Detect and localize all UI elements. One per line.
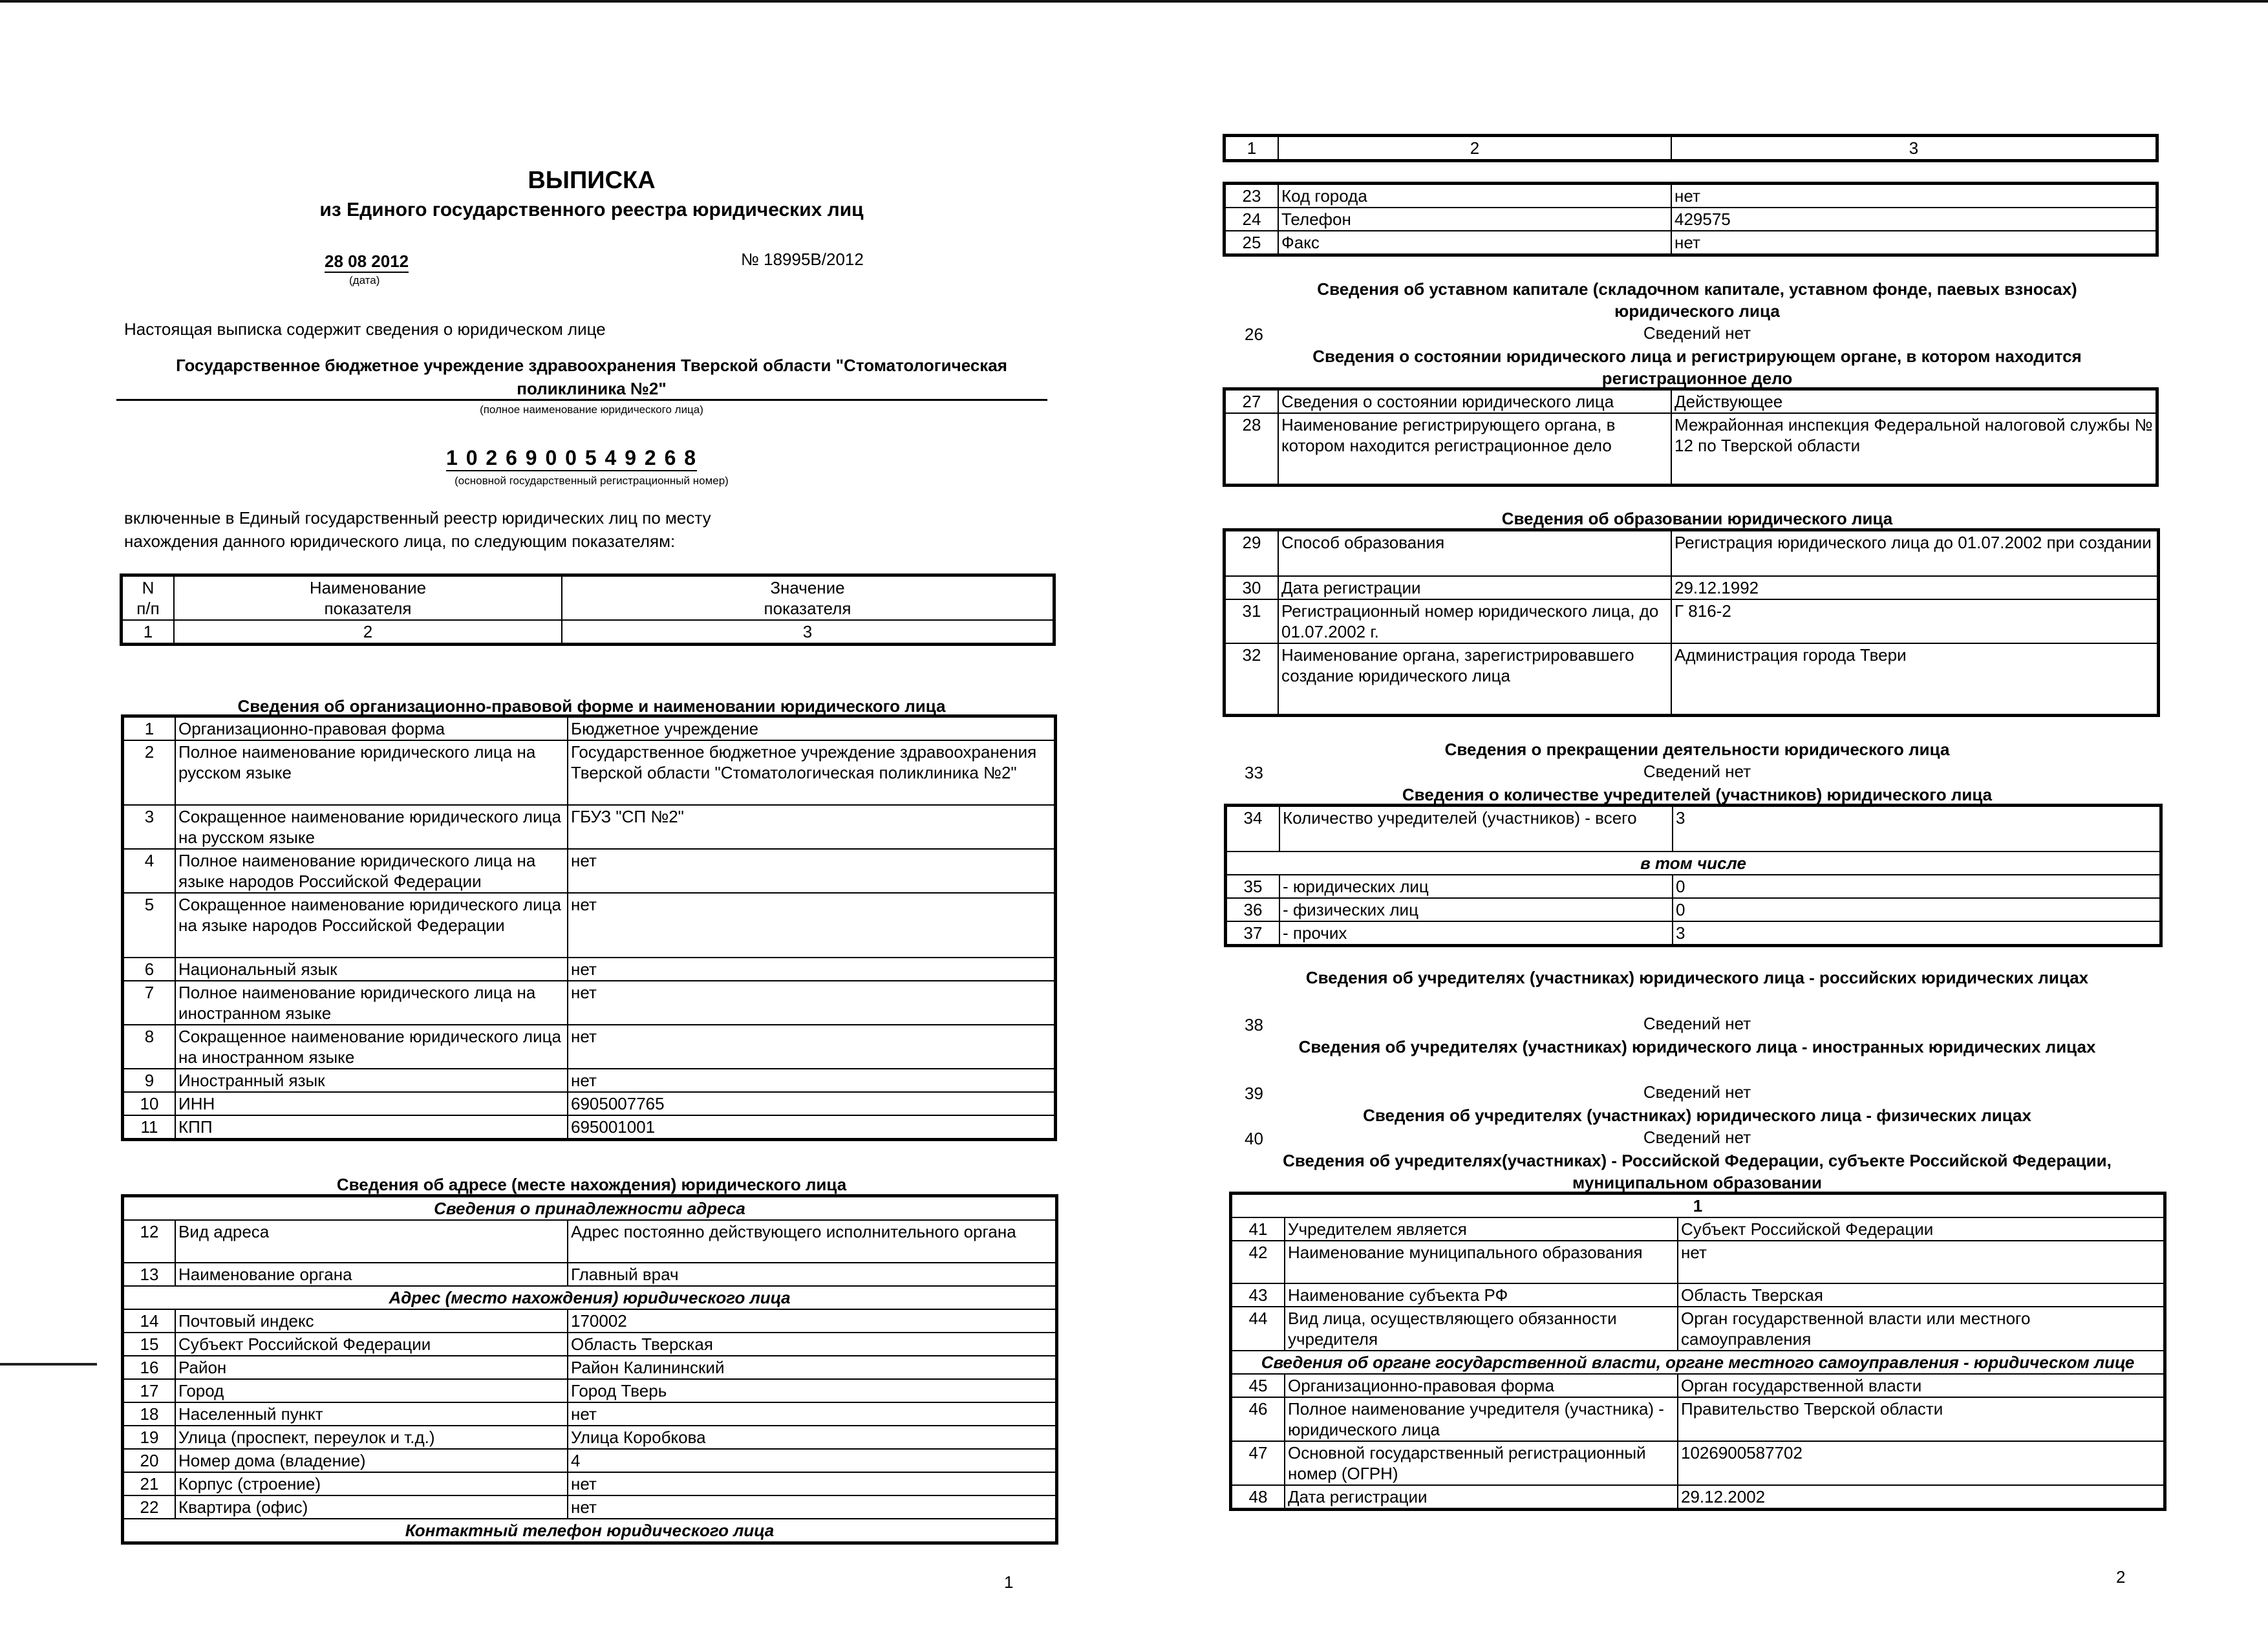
row-name: Дата регистрации: [1278, 576, 1671, 599]
table-row: [1225, 184, 2156, 208]
row-value: Регистрация юридического лица до 01.07.2002 при создании: [1671, 531, 2157, 576]
capital-title-line1: Сведения об уставном капитале (складочном капитале, уставном фонде, паевых взносах): [1317, 279, 2077, 299]
table-row: [1225, 643, 2157, 714]
row-number: 13: [123, 1263, 175, 1286]
org-name-caption: (полное наименование юридического лица): [480, 403, 703, 416]
ogrn-value: 1 0 2 6 9 0 0 5 4 9 2 6 8: [446, 446, 697, 471]
table-row: [1225, 576, 2157, 599]
row-value: 29.12.1992: [1671, 576, 2157, 599]
table-row: [123, 1092, 1054, 1115]
table-row: [123, 740, 1054, 805]
table-row: [123, 717, 1054, 740]
table-row: [1226, 898, 2160, 921]
capital-title-line2: юридического лица: [1614, 301, 1780, 321]
row-number: 48: [1232, 1485, 1285, 1508]
rf-table-index: 1: [1232, 1194, 2164, 1217]
row-name: Факс: [1278, 231, 1671, 254]
row-number: 34: [1226, 806, 1279, 852]
row-name: Количество учредителей (участников) - всего: [1279, 806, 1673, 852]
table-row: [123, 849, 1054, 893]
row-value: Главный врач: [568, 1263, 1056, 1286]
row-name: Организационно-правовая форма: [175, 717, 568, 740]
formation-title: Сведения об образовании юридического лица: [1501, 509, 1893, 528]
in-that-number: в том числе: [1226, 852, 2160, 875]
row-name: Национальный язык: [175, 958, 568, 981]
row-number: 37: [1226, 921, 1279, 945]
table-row: [123, 1426, 1056, 1449]
row-name: Сокращенное наименование юридического лица на русском языке: [175, 805, 568, 849]
page-number-2: 2: [2116, 1567, 2126, 1587]
row-value: Межрайонная инспекция Федеральной налоговой службы № 12 по Тверской области: [1671, 413, 2156, 484]
table-row: [1225, 413, 2156, 484]
row-value: 170002: [568, 1309, 1056, 1333]
row-number: 47: [1232, 1441, 1285, 1485]
table-row: [1225, 531, 2157, 576]
org-name-rule: [116, 399, 1047, 401]
row-name: Район: [175, 1356, 568, 1379]
row-name: Полное наименование юридического лица на языке народов Российской Федерации: [175, 849, 568, 893]
row-number: 27: [1225, 390, 1278, 413]
table-row: [1232, 1241, 2164, 1283]
row-value: нет: [568, 1402, 1056, 1426]
header-num: 1: [122, 620, 174, 643]
table-row: [1226, 875, 2160, 898]
row-number: 45: [1232, 1374, 1285, 1397]
row-26-number: 26: [1245, 325, 1263, 344]
row-value: Район Калининский: [568, 1356, 1056, 1379]
section2-sub-phone: Контактный телефон юридического лица: [123, 1519, 1056, 1542]
table-row: [123, 1025, 1054, 1069]
table-row: [123, 1449, 1056, 1472]
scan-artifact-line: [0, 1363, 97, 1366]
row-name: Сведения о состоянии юридического лица: [1278, 390, 1671, 413]
row-number: 2: [123, 740, 175, 805]
row-name: Почтовый индекс: [175, 1309, 568, 1333]
row-value: 4: [568, 1449, 1056, 1472]
section2-sub-address: Адрес (место нахождения) юридического лица: [123, 1286, 1056, 1309]
ru-legal-title: Сведения об учредителях (участниках) юридического лица - российских юридических лицах: [1305, 968, 2089, 987]
row-name: Способ образования: [1278, 531, 1671, 576]
row-value: ГБУЗ "СП №2": [568, 805, 1054, 849]
rf-title-line1: Сведения об учредителях(участниках) - Российской Федерации, субъекте Российской Федерации,: [1283, 1151, 2112, 1170]
table-row: [123, 958, 1054, 981]
termination-title: Сведения о прекращении деятельности юридического лица: [1444, 740, 1950, 759]
row-name: Наименование органа, зарегистрировавшего создание юридического лица: [1278, 643, 1671, 714]
table-row: [123, 893, 1054, 958]
row-value: нет: [1678, 1241, 2164, 1283]
top-num: 3: [1671, 136, 2156, 160]
row-name: Полное наименование юридического лица на иностранном языке: [175, 981, 568, 1025]
row-number: 25: [1225, 231, 1278, 254]
table-row: [123, 1220, 1056, 1263]
row-number: 43: [1232, 1283, 1285, 1307]
page-number-1: 1: [1004, 1572, 1014, 1592]
section1-title: Сведения об организационно-правовой форме и наименовании юридического лица: [237, 696, 946, 716]
top-num: 2: [1278, 136, 1671, 160]
row-value: нет: [568, 981, 1054, 1025]
row-name: Сокращенное наименование юридического лица на языке народов Российской Федерации: [175, 893, 568, 958]
row-number: 31: [1225, 599, 1278, 643]
intro-text: Настоящая выписка содержит сведения о юридическом лице: [124, 319, 606, 339]
row-name: Иностранный язык: [175, 1069, 568, 1092]
founders-count-title: Сведения о количестве учредителей (участников) юридического лица: [1402, 785, 1993, 804]
row-value: Область Тверская: [568, 1333, 1056, 1356]
row-number: 36: [1226, 898, 1279, 921]
organ-sub: Сведения об органе государственной власти, органе местного самоуправления - юридическом лице: [1232, 1351, 2164, 1374]
table-row: [123, 1263, 1056, 1286]
table-row: [1232, 1485, 2164, 1508]
section2-sub-ownership: Сведения о принадлежности адреса: [123, 1197, 1056, 1220]
header-num: 2: [174, 620, 562, 643]
row-number: 1: [123, 717, 175, 740]
row-value: Субъект Российской Федерации: [1678, 1217, 2164, 1241]
table-row: [1232, 1441, 2164, 1485]
founders-count-table: [1226, 806, 2161, 945]
top-num: 1: [1225, 136, 1278, 160]
row-value: Город Тверь: [568, 1379, 1056, 1402]
table-row: [1232, 1397, 2164, 1441]
row-name: Организационно-правовая форма: [1285, 1374, 1678, 1397]
row-number: 35: [1226, 875, 1279, 898]
table-row: [1232, 1307, 2164, 1351]
row-name: Телефон: [1278, 208, 1671, 231]
phone-table: [1225, 184, 2157, 255]
row-number: 28: [1225, 413, 1278, 484]
date-caption: (дата): [349, 274, 380, 286]
state-title-line1: Сведения о состоянии юридического лица и регистрирующем органе, в котором находится: [1312, 347, 2082, 366]
row-value: Правительство Тверской области: [1678, 1397, 2164, 1441]
row-value: нет: [568, 1495, 1056, 1519]
row-number: 7: [123, 981, 175, 1025]
header-col1: N п/п: [122, 576, 174, 620]
row-number: 3: [123, 805, 175, 849]
included-line1: включенные в Единый государственный реестр юридических лиц по месту: [124, 508, 711, 528]
row-name: Регистрационный номер юридического лица, до 01.07.2002 г.: [1278, 599, 1671, 643]
row-value: Бюджетное учреждение: [568, 717, 1054, 740]
row-number: 14: [123, 1309, 175, 1333]
rf-founders-table: [1231, 1194, 2165, 1509]
org-name-line2: поликлиника №2": [517, 379, 667, 398]
row-value: нет: [568, 1069, 1054, 1092]
physical-none: Сведений нет: [1643, 1128, 1751, 1147]
row-value: Область Тверская: [1678, 1283, 2164, 1307]
row-value: Государственное бюджетное учреждение здравоохранения Тверской области "Стоматологическая поликлиника №2": [568, 740, 1054, 805]
table-row: [1232, 1283, 2164, 1307]
row-39-number: 39: [1245, 1084, 1263, 1103]
row-value: Г 816-2: [1671, 599, 2157, 643]
row-number: 18: [123, 1402, 175, 1426]
table-row: [1225, 390, 2156, 413]
row-value: 0: [1673, 875, 2160, 898]
row-name: Населенный пункт: [175, 1402, 568, 1426]
table-row: [123, 1472, 1056, 1495]
extract-number: № 18995В/2012: [741, 250, 864, 269]
table-row: [123, 1356, 1056, 1379]
row-value: 0: [1673, 898, 2160, 921]
table-row: [123, 1402, 1056, 1426]
row-38-number: 38: [1245, 1015, 1263, 1034]
row-number: 17: [123, 1379, 175, 1402]
section1-table: [123, 716, 1055, 1139]
table-row: [123, 1309, 1056, 1333]
row-value: Адрес постоянно действующего исполнительного органа: [568, 1220, 1056, 1263]
row-value: нет: [568, 1025, 1054, 1069]
header-num: 3: [562, 620, 1053, 643]
row-name: Корпус (строение): [175, 1472, 568, 1495]
row-number: 15: [123, 1333, 175, 1356]
formation-table: [1225, 530, 2158, 715]
header-col3: Значение показателя: [562, 576, 1053, 620]
physical-title: Сведения об учредителях (участниках) юридического лица - физических лицах: [1363, 1106, 2031, 1125]
row-name: Город: [175, 1379, 568, 1402]
row-name: Наименование субъекта РФ: [1285, 1283, 1678, 1307]
row-name: Код города: [1278, 184, 1671, 208]
row-number: 22: [123, 1495, 175, 1519]
row-name: Основной государственный регистрационный номер (ОГРН): [1285, 1441, 1678, 1485]
row-number: 12: [123, 1220, 175, 1263]
included-line2: нахождения данного юридического лица, по следующим показателям:: [124, 531, 676, 551]
row-number: 29: [1225, 531, 1278, 576]
row-name: - прочих: [1279, 921, 1673, 945]
table-row: [123, 1115, 1054, 1139]
row-name: Вид адреса: [175, 1220, 568, 1263]
rf-title-line2: муниципальном образовании: [1572, 1173, 1822, 1192]
row-name: КПП: [175, 1115, 568, 1139]
row-name: Номер дома (владение): [175, 1449, 568, 1472]
row-value: нет: [568, 893, 1054, 958]
row-name: ИНН: [175, 1092, 568, 1115]
row-name: Квартира (офис): [175, 1495, 568, 1519]
row-name: Наименование муниципального образования: [1285, 1241, 1678, 1283]
foreign-legal-none: Сведений нет: [1643, 1082, 1751, 1102]
row-value: 3: [1673, 806, 2160, 852]
table-row: [123, 805, 1054, 849]
ru-legal-none: Сведений нет: [1643, 1014, 1751, 1033]
top-num-table: [1225, 136, 2157, 160]
table-row: [1226, 921, 2160, 945]
row-value: нет: [1671, 231, 2156, 254]
row-name: - юридических лиц: [1279, 875, 1673, 898]
table-row: [123, 981, 1054, 1025]
state-table: [1225, 389, 2157, 485]
table-row: [1232, 1217, 2164, 1241]
ogrn-caption: (основной государственный регистрационный номер): [455, 475, 729, 487]
row-number: 16: [123, 1356, 175, 1379]
table-row: [123, 1333, 1056, 1356]
page-1: [116, 0, 1067, 1650]
foreign-legal-title: Сведения об учредителях (участниках) юридического лица - иностранных юридических лицах: [1298, 1037, 2096, 1056]
document-title: ВЫПИСКА: [528, 167, 656, 194]
table-row: [1225, 208, 2156, 231]
termination-none: Сведений нет: [1643, 762, 1751, 781]
extract-date: 28 08 2012: [325, 252, 409, 273]
row-value: 1026900587702: [1678, 1441, 2164, 1485]
row-value: нет: [568, 1472, 1056, 1495]
row-value: Улица Коробкова: [568, 1426, 1056, 1449]
row-number: 42: [1232, 1241, 1285, 1283]
row-value: 429575: [1671, 208, 2156, 231]
row-value: 695001001: [568, 1115, 1054, 1139]
row-name: - физических лиц: [1279, 898, 1673, 921]
row-number: 19: [123, 1426, 175, 1449]
row-number: 41: [1232, 1217, 1285, 1241]
row-number: 20: [123, 1449, 175, 1472]
row-value: 3: [1673, 921, 2160, 945]
row-value: нет: [1671, 184, 2156, 208]
row-value: 6905007765: [568, 1092, 1054, 1115]
row-number: 44: [1232, 1307, 1285, 1351]
row-name: Полное наименование юридического лица на русском языке: [175, 740, 568, 805]
row-name: Наименование регистрирующего органа, в котором находится регистрационное дело: [1278, 413, 1671, 484]
row-number: 11: [123, 1115, 175, 1139]
row-number: 8: [123, 1025, 175, 1069]
row-name: Улица (проспект, переулок и т.д.): [175, 1426, 568, 1449]
row-33-number: 33: [1245, 763, 1263, 782]
header-table: [122, 575, 1054, 644]
row-number: 32: [1225, 643, 1278, 714]
table-row: [123, 1495, 1056, 1519]
row-number: 46: [1232, 1397, 1285, 1441]
row-name: Вид лица, осуществляющего обязанности учредителя: [1285, 1307, 1678, 1351]
row-number: 5: [123, 893, 175, 958]
row-name: Полное наименование учредителя (участника) - юридического лица: [1285, 1397, 1678, 1441]
table-row: [1232, 1374, 2164, 1397]
row-name: Субъект Российской Федерации: [175, 1333, 568, 1356]
row-number: 4: [123, 849, 175, 893]
table-row: [123, 1379, 1056, 1402]
table-row: [1225, 231, 2156, 254]
row-number: 23: [1225, 184, 1278, 208]
section2-title: Сведения об адресе (месте нахождения) юридического лица: [336, 1175, 847, 1194]
document-subtitle: из Единого государственного реестра юридических лиц: [319, 199, 864, 220]
state-title-line2: регистрационное дело: [1601, 369, 1793, 388]
row-value: нет: [568, 849, 1054, 893]
row-number: 21: [123, 1472, 175, 1495]
row-name: Учредителем является: [1285, 1217, 1678, 1241]
table-row: [123, 1069, 1054, 1092]
row-number: 30: [1225, 576, 1278, 599]
row-number: 6: [123, 958, 175, 981]
row-value: Администрация города Твери: [1671, 643, 2157, 714]
row-value: 29.12.2002: [1678, 1485, 2164, 1508]
row-number: 10: [123, 1092, 175, 1115]
header-col2: Наименование показателя: [174, 576, 562, 620]
row-value: Орган государственной власти: [1678, 1374, 2164, 1397]
section2-table: [123, 1196, 1056, 1543]
row-value: нет: [568, 958, 1054, 981]
row-name: Дата регистрации: [1285, 1485, 1678, 1508]
capital-none: Сведений нет: [1643, 323, 1751, 343]
row-number: 9: [123, 1069, 175, 1092]
row-value: Действующее: [1671, 390, 2156, 413]
row-value: Орган государственной власти или местного самоуправления: [1678, 1307, 2164, 1351]
table-row: [1225, 599, 2157, 643]
row-number: 24: [1225, 208, 1278, 231]
row-name: Сокращенное наименование юридического лица на иностранном языке: [175, 1025, 568, 1069]
page-2: [1222, 0, 2172, 1650]
row-40-number: 40: [1245, 1129, 1263, 1148]
org-name-line1: Государственное бюджетное учреждение здравоохранения Тверской области "Стоматологическая: [176, 356, 1007, 375]
row-name: Наименование органа: [175, 1263, 568, 1286]
